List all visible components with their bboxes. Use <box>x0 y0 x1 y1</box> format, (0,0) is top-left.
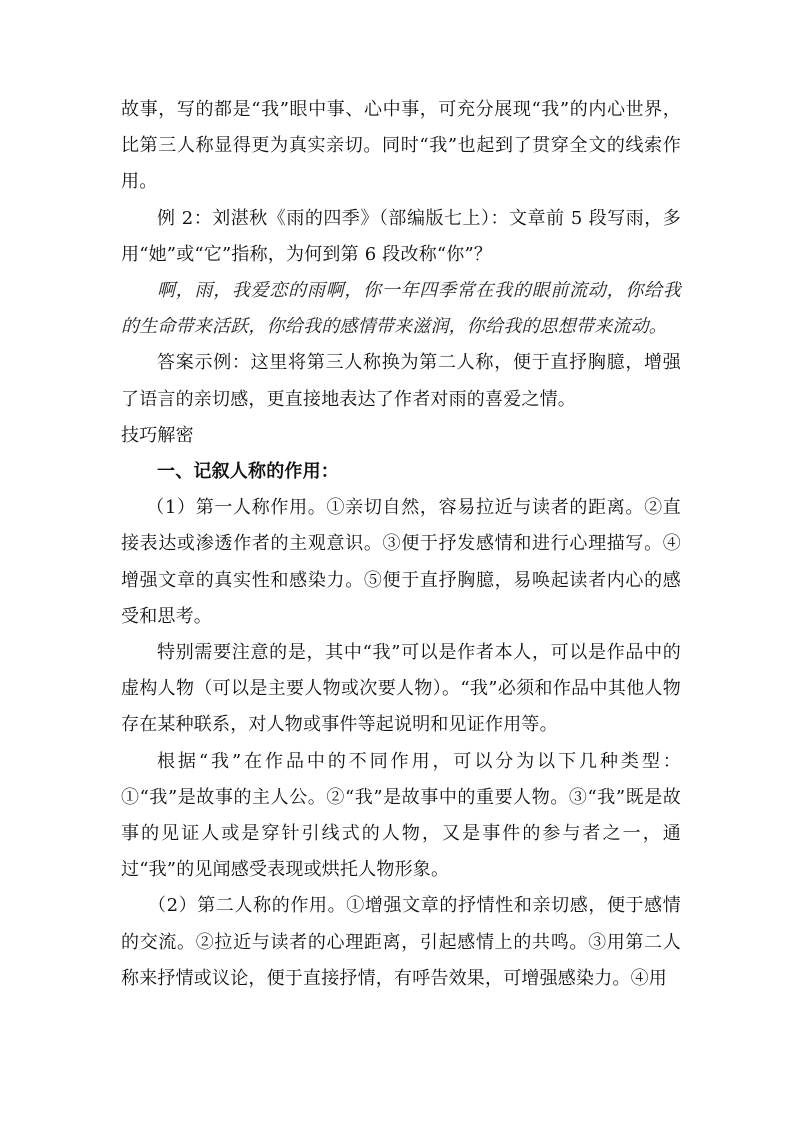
subheading-narrative-person: 一、记叙人称的作用： <box>157 461 339 483</box>
paragraph-special-note: 特别需要注意的是，其中“我”可以是作者本人，可以是作品中的虚构人物（可以是主要人物或次要人物）。“我”必须和作品中其他人物存在某种联系，对人物或事件等起说明和见证作用等。 <box>121 642 681 736</box>
paragraph-first-person-effect: 故事，写的都是“我”眼中事、心中事，可充分展现“我”的内心世界，比第三人称显得更为真实亲切。同时“我”也起到了贯穿全文的线索作用。 <box>121 99 681 193</box>
paragraph-first-person-functions: （1）第一人称作用。①亲切自然，容易拉近与读者的距离。②直接表达或渗透作者的主观意识。③便于抒发感情和进行心理描写。④增强文章的真实性和感染力。⑤便于直抒胸臆，易唤起读者内心的感受和思考。 <box>121 497 681 627</box>
document-page <box>121 92 681 997</box>
section-heading-tips: 技巧解密 <box>121 424 194 446</box>
paragraph-answer-example: 答案示例：这里将第三人称换为第二人称，便于直抒胸臆，增强了语言的亲切感，更直接地表达了作者对雨的喜爱之情。 <box>121 352 681 410</box>
paragraph-quoted-text: 啊，雨，我爱恋的雨啊，你一年四季常在我的眼前流动，你给我的生命带来活跃，你给我的感情带来滋润，你给我的思想带来流动。 <box>121 280 681 338</box>
paragraph-types: 根据“我”在作品中的不同作用，可以分为以下几种类型：①“我”是故事的主人公。②“我”是故事中的重要人物。③“我”既是故事的见证人或是穿针引线式的人物，又是事件的参与者之一，通过“我”的见闻感受表现或烘托人物形象。 <box>121 750 681 881</box>
paragraph-second-person-functions: （2）第二人称的作用。①增强文章的抒情性和亲切感，便于感情的交流。②拉近与读者的心理距离，引起感情上的共鸣。③用第二人称来抒情或议论，便于直接抒情，有呼告效果，可增强感染力。④用 <box>121 895 681 989</box>
paragraph-example-2: 例 2：刘湛秋《雨的四季》（部编版七上）：文章前 5 段写雨，多用“她”或“它”指称，为何到第 6 段改称“你”？ <box>121 207 681 265</box>
